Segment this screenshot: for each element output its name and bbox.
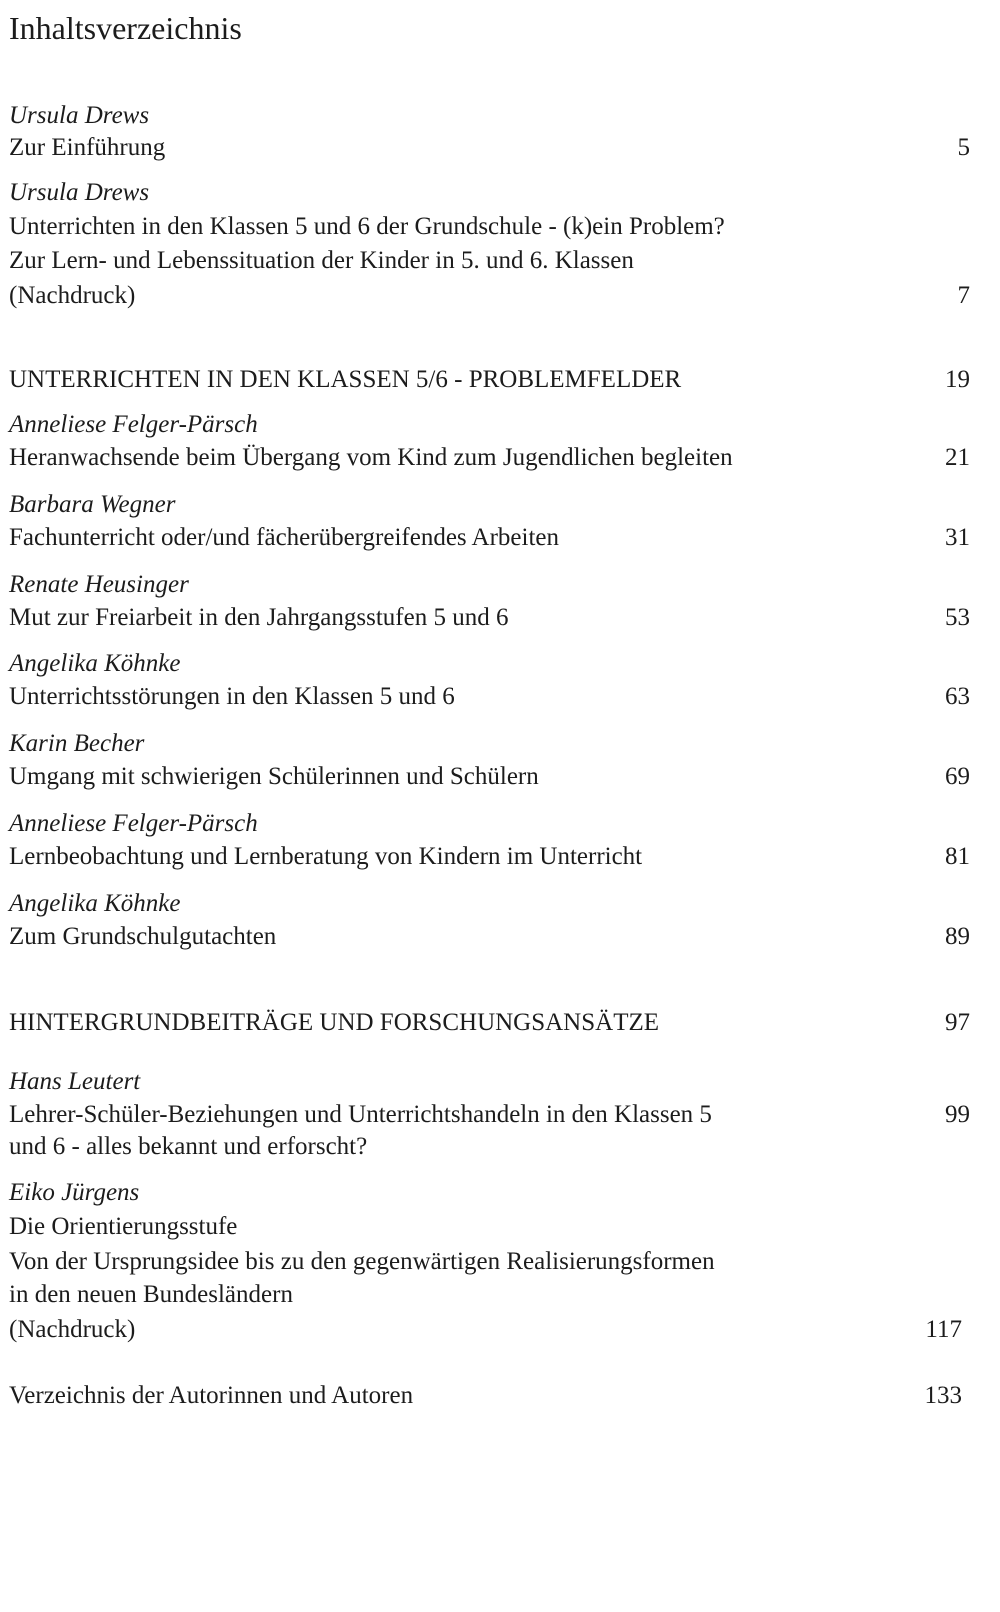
entry-title: Lernbeobachtung und Lernberatung von Kindern im Unterricht (9, 843, 643, 870)
entry-title: Umgang mit schwierigen Schülerinnen und Schülern (9, 763, 539, 790)
entry-author: Ursula Drews (9, 102, 150, 129)
entry-title: und 6 - alles bekannt und erforscht? (9, 1133, 368, 1160)
entry-page-number: 21 (945, 444, 970, 471)
entry-author: Karin Becher (9, 730, 145, 757)
section-page-number: 19 (945, 366, 970, 393)
entry-title: Mut zur Freiarbeit in den Jahrgangsstufen 5 und 6 (9, 604, 509, 631)
entry-page-number: 63 (945, 683, 970, 710)
entry-author: Hans Leutert (9, 1068, 141, 1095)
entry-title: (Nachdruck) (9, 282, 136, 309)
entry-title: Heranwachsende beim Übergang vom Kind zum Jugendlichen begleiten (9, 444, 733, 471)
entry-title: Unterrichtsstörungen in den Klassen 5 und 6 (9, 683, 455, 710)
entry-author: Eiko Jürgens (9, 1179, 140, 1206)
entry-title: in den neuen Bundesländern (9, 1281, 293, 1308)
entry-title: Zur Lern- und Lebenssituation der Kinder in 5. und 6. Klassen (9, 247, 634, 274)
entry-author: Anneliese Felger-Pärsch (9, 411, 258, 438)
entry-page-number: 89 (945, 923, 970, 950)
entry-title: Unterrichten in den Klassen 5 und 6 der Grundschule - (k)ein Problem? (9, 213, 725, 240)
entry-title: Lehrer-Schüler-Beziehungen und Unterrichtshandeln in den Klassen 5 (9, 1101, 712, 1128)
entry-page-number: 7 (957, 282, 970, 309)
authors-index-title: Verzeichnis der Autorinnen und Autoren (9, 1382, 414, 1409)
entry-page-number: 117 (925, 1316, 962, 1343)
entry-author: Angelika Köhnke (9, 890, 181, 917)
page-title: Inhaltsverzeichnis (9, 10, 242, 46)
entry-title: Die Orientierungsstufe (9, 1213, 238, 1240)
entry-page-number: 99 (945, 1101, 970, 1128)
entry-page-number: 81 (945, 843, 970, 870)
entry-page-number: 69 (945, 763, 970, 790)
section-title: HINTERGRUNDBEITRÄGE UND FORSCHUNGSANSÄTZE (9, 1009, 660, 1036)
entry-title: Zum Grundschulgutachten (9, 923, 277, 950)
entry-page-number: 5 (957, 134, 970, 161)
entry-title: Von der Ursprungsidee bis zu den gegenwärtigen Realisierungsformen (9, 1248, 715, 1275)
entry-title: (Nachdruck) (9, 1316, 136, 1343)
section-page-number: 97 (945, 1009, 970, 1036)
entry-author: Renate Heusinger (9, 571, 189, 598)
entry-page-number: 53 (945, 604, 970, 631)
entry-author: Angelika Köhnke (9, 650, 181, 677)
entry-title: Zur Einführung (9, 134, 166, 161)
entry-title: Fachunterricht oder/und fächerübergreifendes Arbeiten (9, 524, 559, 551)
section-title: UNTERRICHTEN IN DEN KLASSEN 5/6 - PROBLEMFELDER (9, 366, 682, 393)
entry-page-number: 31 (945, 524, 970, 551)
entry-author: Ursula Drews (9, 179, 150, 206)
entry-author: Anneliese Felger-Pärsch (9, 810, 258, 837)
authors-index-page-number: 133 (924, 1382, 962, 1409)
entry-author: Barbara Wegner (9, 491, 176, 518)
